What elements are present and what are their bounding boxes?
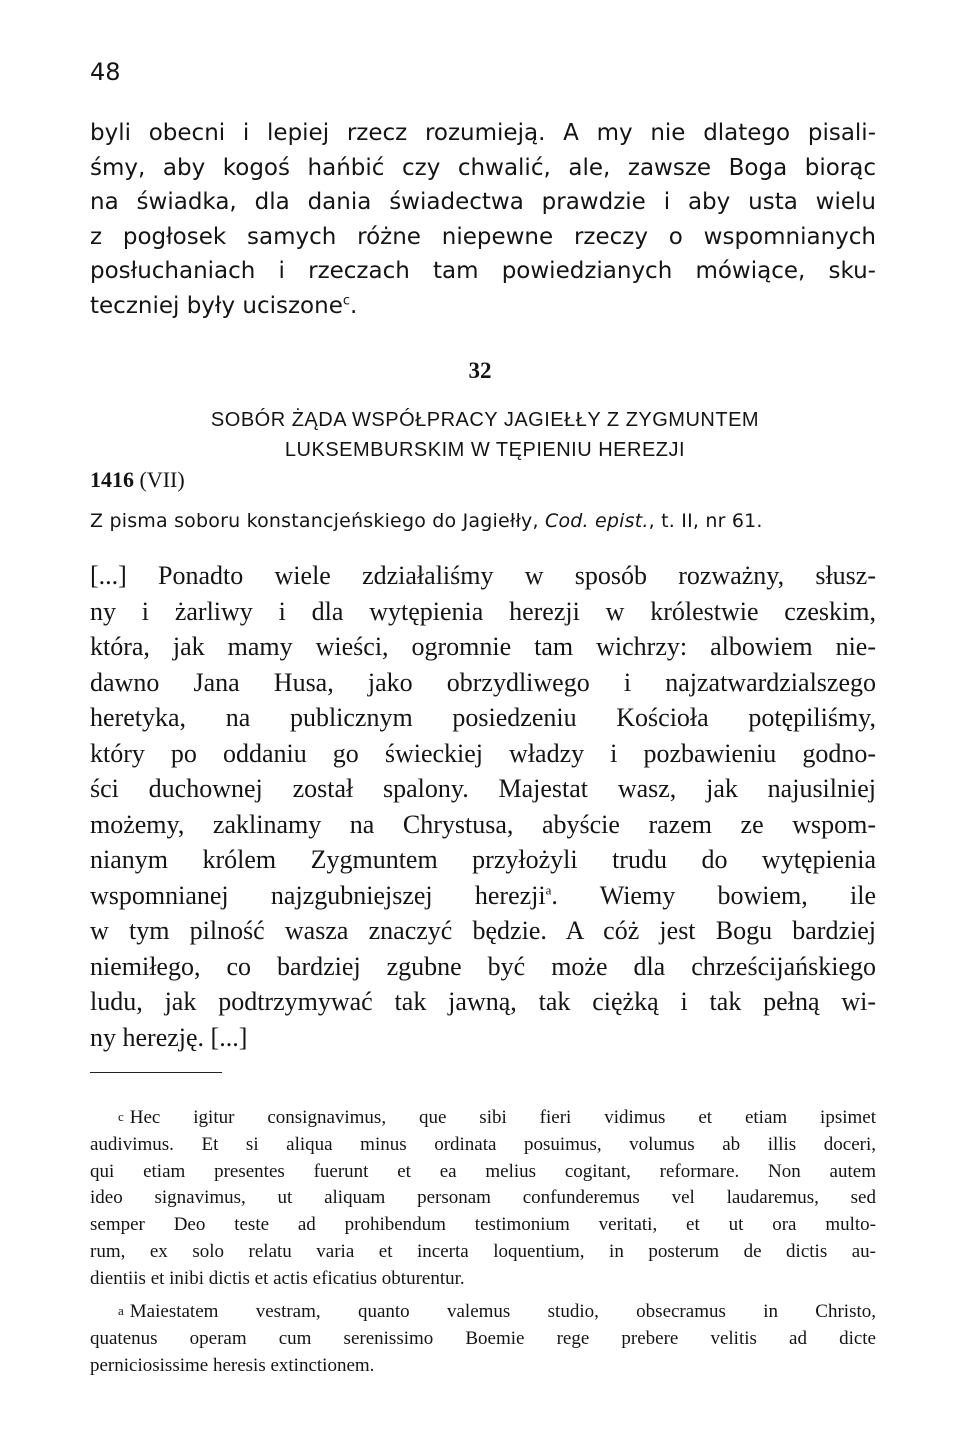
document-month: (VII) — [139, 467, 185, 492]
text-line-last: ny herezję. [...] — [90, 1022, 248, 1052]
text-line: dawno Jana Husa, jako obrzydliwego i najzatwardzialszego — [90, 667, 876, 697]
text-line: ści duchownej został spalony. Majestat wasz, jak najusilniej — [90, 774, 876, 803]
text-line — [90, 878, 876, 914]
footnote-ref-c: c — [342, 292, 350, 308]
source-prefix: Z pisma soboru konstancjeńskiego do Jagiełły, — [90, 510, 545, 532]
footnote-line: audivimus. Et si aliqua minus ordinata posuimus, volumus ab illis doceri, — [90, 1133, 876, 1155]
text-fragment: . Wiemy bowiem, ile — [551, 880, 876, 910]
text-line: niemiłego, co bardziej zgubne być może dla chrześcijańskiego — [90, 951, 876, 981]
footnote-c — [90, 1104, 876, 1293]
text-fragment: Maiestatem vestram, quanto valemus studio, obsecramus in Christo, — [129, 1301, 876, 1322]
text-line: w tym pilność wasza znaczyć będzie. A cóż jest Bogu bardziej — [90, 916, 876, 945]
footnote-line: rum, ex solo relatu varia et incerta loquentium, in posterum de dictis au- — [90, 1240, 876, 1262]
footnote-line: perniciosissime heresis extinctionem. — [90, 1354, 375, 1376]
footnote-line — [90, 1298, 876, 1326]
document-title — [150, 405, 820, 465]
footnote-line: dientiis et inibi dictis et actis eficatius obturentur. — [90, 1267, 465, 1289]
footnote-mark: a — [118, 1303, 124, 1318]
footnote-line: semper Deo teste ad prohibendum testimonium veritati, et ut ora multo- — [90, 1214, 876, 1236]
document-date — [90, 467, 185, 493]
title-line: SOBÓR ŻĄDA WSPÓŁPRACY JAGIEŁŁY Z ZYGMUNTEM — [210, 409, 760, 431]
text-line: śmy, aby kogoś hańbić czy chwalić, ale, zawsze Boga biorąc — [90, 154, 876, 181]
footnote-ref-a: a — [545, 881, 552, 897]
text-line: który po oddaniu go świeckiej władzy i pozbawieniu godno- — [90, 738, 876, 768]
page-number: 48 — [90, 58, 121, 86]
footnote-line: ideo signavimus, ut aliquam personam confunderemus vel laudaremus, sed — [90, 1187, 876, 1209]
text-line: ny i żarliwy i dla wytępienia herezji w królestwie czeskim, — [90, 596, 876, 626]
text-line: możemy, zaklinamy na Chrystusa, abyście razem ze wspom- — [90, 809, 876, 839]
footnote-line — [90, 1104, 876, 1132]
text-line: posłuchaniach i rzeczach tam powiedzianych mówiące, sku- — [90, 258, 876, 284]
text-line: [...] Ponadto wiele zdziałaliśmy w sposób rozważny, słusz- — [90, 561, 876, 590]
text-fragment: . — [350, 292, 358, 319]
text-line: ludu, jak podtrzymywać tak jawną, tak ciężką i tak pełną wi- — [90, 987, 876, 1016]
document-number: 32 — [468, 358, 492, 383]
document-body — [90, 558, 876, 1055]
text-line-last — [90, 289, 876, 324]
document-year: 1416 — [90, 467, 134, 492]
footnote-mark: c — [118, 1109, 124, 1124]
source-title: Cod. epist. — [545, 510, 649, 532]
text-fragment: Hec igitur consignavimus, que sibi fieri vidimus et etiam ipsimet — [129, 1107, 876, 1128]
document-source — [90, 510, 850, 532]
text-line: na świadka, dla dania świadectwa prawdzie i aby usta wielu — [90, 189, 876, 215]
text-line: nianym królem Zygmuntem przyłożyli trudu do wytępienia — [90, 845, 876, 874]
footnote-divider — [90, 1072, 222, 1073]
footnote-line: qui etiam presentes fuerunt et ea melius cogitant, reformare. Non autem — [90, 1160, 876, 1182]
text-line: byli obecni i lepiej rzecz rozumieją. A my nie dlatego pisali- — [90, 120, 876, 146]
footnote-line: quatenus operam cum serenissimo Boemie rege prebere velitis ad dicte — [90, 1327, 876, 1349]
source-suffix: , t. II, nr 61. — [648, 510, 763, 532]
paragraph-continuation — [90, 116, 876, 323]
text-line: z pogłosek samych różne niepewne rzeczy o wspomnianych — [90, 223, 876, 250]
text-line: która, jak mamy wieści, ogromnie tam wichrzy: albowiem nie- — [90, 632, 876, 661]
text-line: heretyka, na publicznym posiedzeniu Kościoła potępiliśmy, — [90, 703, 876, 732]
footnote-a — [90, 1298, 876, 1379]
title-line: LUKSEMBURSKIM W TĘPIENIU HEREZJI — [284, 439, 686, 461]
text-fragment: teczniej były uciszone — [90, 292, 343, 319]
text-fragment: wspomnianej najzgubniejszej herezji — [90, 880, 546, 910]
